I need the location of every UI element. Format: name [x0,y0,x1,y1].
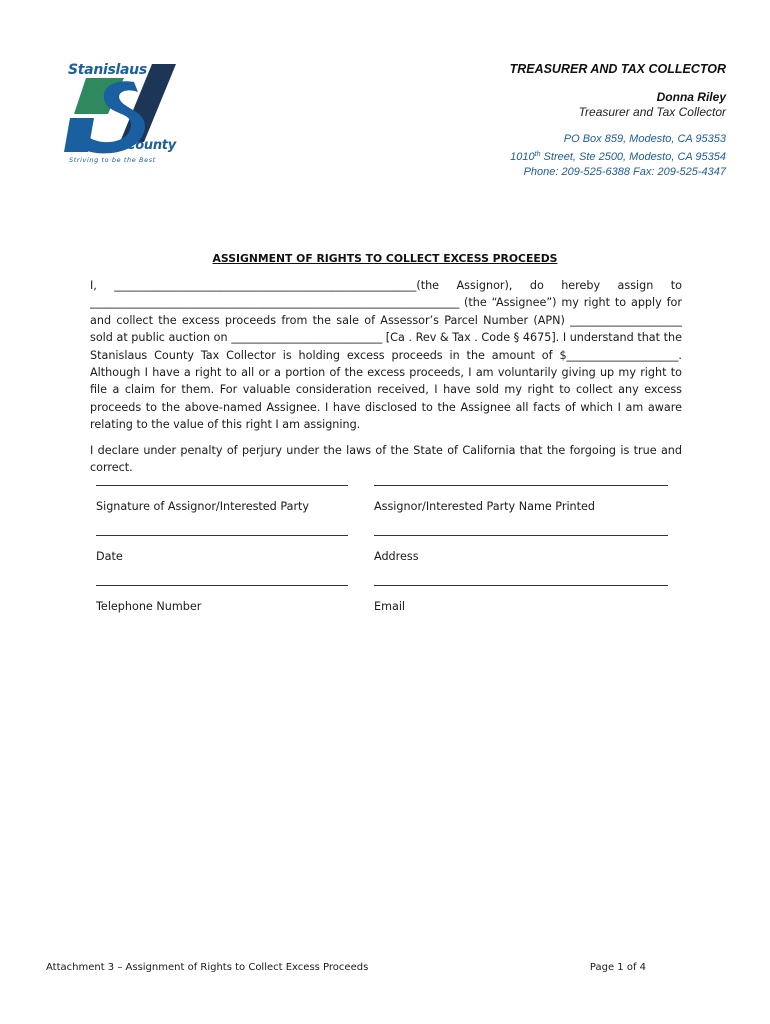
signature-line [96,484,348,486]
date-label: Date [96,550,123,563]
document-body [90,277,682,476]
telephone-label: Telephone Number [96,600,202,613]
email-label: Email [374,600,406,613]
assignment-paragraph: I, ______________________________________________________(the Assignor), do hereby assign to __________________________________________________________________ (the “Assignee”) my right to apply for and collect the excess proceeds from the sale of Assessor’s Parcel Number (APN) ____________________ sold at public auction on ___________________________ [Ca . Rev & Tax . Code § 4675]. I understand that the Stanislaus County Tax Collector is holding excess proceeds in the amount of $____________________. Although I have a right to all or a portion of the excess proceeds, I am voluntarily giving up my right to file a claim for them. For valuable consideration received, I have sold my right to collect any excess proceeds to the above-named Assignee. I have disclosed to the Assignee all facts of which I am aware relating to the value of this right I am assigning. [90,279,682,432]
signature-field[interactable] [96,484,348,513]
logo-word-county: County [126,138,176,153]
official-title: Treasurer and Tax Collector [578,105,726,119]
address-line [374,534,668,536]
footer-attachment: Attachment 3 – Assignment of Rights to Collect Excess Proceeds [46,962,369,973]
footer-page-number: Page 1 of 4 [589,962,646,973]
address-field[interactable] [374,534,668,563]
address-label: Address [374,550,419,563]
document-title: ASSIGNMENT OF RIGHTS TO COLLECT EXCESS PROCEEDS [212,252,558,265]
street-address: 1010th Street, Ste 2500, Modesto, CA 95354 [510,151,726,163]
official-name: Donna Riley [656,90,726,104]
email-line [374,584,668,586]
letterhead [510,62,726,180]
name-printed-field[interactable] [374,484,668,513]
office-name: TREASURER AND TAX COLLECTOR [509,62,726,76]
name-printed-label: Assignor/Interested Party Name Printed [374,500,596,513]
signature-label: Signature of Assignor/Interested Party [96,500,310,513]
mailing-address: PO Box 859, Modesto, CA 95353 [563,133,726,145]
name-printed-line [374,484,668,486]
logo-word-stanislaus: Stanislaus [68,62,147,78]
logo-tagline: Striving to be the Best [69,156,156,164]
telephone-line [96,584,348,586]
email-field[interactable] [374,584,668,613]
telephone-field[interactable] [96,584,348,613]
declaration-paragraph: I declare under penalty of perjury under the laws of the State of California that the forgoing is true and correct. [90,443,682,475]
county-logo [64,60,184,170]
phone-fax: Phone: 209-525-6388 Fax: 209-525-4347 [523,166,726,178]
date-line [96,534,348,536]
date-field[interactable] [96,534,348,563]
